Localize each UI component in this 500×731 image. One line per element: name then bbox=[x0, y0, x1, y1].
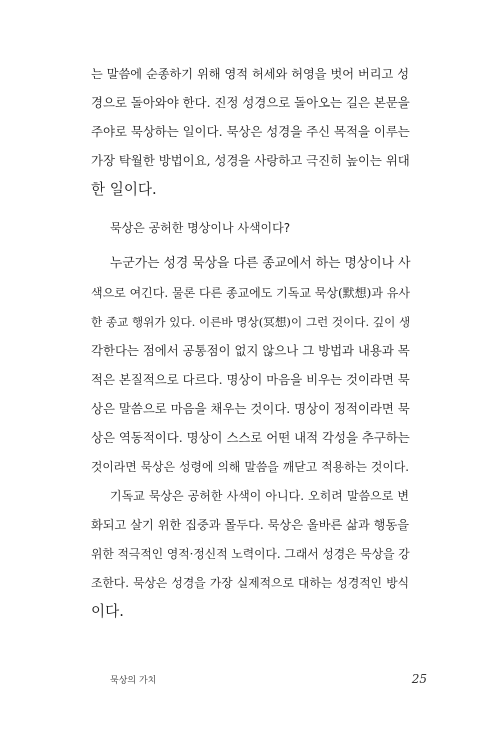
page-number: 25 bbox=[411, 672, 427, 686]
body-text-line: 것이라면 묵상은 성령에 의해 말씀을 깨닫고 적용하는 것이다. bbox=[91, 460, 409, 474]
section-heading: 묵상은 공허한 명상이나 사색이다? bbox=[110, 221, 291, 235]
body-text-line: 이다. bbox=[91, 603, 124, 620]
body-text-line: 적은 본질적으로 다르다. 명상이 마음을 비우는 것이라면 묵 bbox=[91, 372, 410, 387]
body-text-line: 상은 역동적이다. 명상이 스스로 어떤 내적 각성을 추구하는 bbox=[91, 430, 410, 445]
body-text-line: 색으로 여긴다. 물론 다른 종교에도 기독교 묵상(默想)과 유사 bbox=[91, 286, 410, 300]
body-text-line: 상은 말씀으로 마음을 채우는 것이다. 명상이 정적이라면 묵 bbox=[91, 401, 410, 416]
body-text-line: 경으로 돌아와야 한다. 진정 성경으로 돌아오는 길은 본문을 bbox=[91, 95, 410, 110]
body-text-line: 화되고 살기 위한 집중과 몰두다. 묵상은 올바른 삶과 행동을 bbox=[91, 518, 409, 532]
body-text-line: 가장 탁월한 방법이요, 성경을 사랑하고 극진히 높이는 위대 bbox=[91, 153, 410, 168]
body-text-line: 한 종교 행위가 있다. 이른바 명상(冥想)이 그런 것이다. 깊이 생 bbox=[91, 315, 411, 329]
body-text-line: 주야로 묵상하는 일이다. 묵상은 성경을 주신 목적을 이루는 bbox=[91, 124, 410, 139]
body-text-line: 기독교 묵상은 공허한 사색이 아니다. 오히려 말씀으로 변 bbox=[110, 489, 409, 503]
body-text-line: 조한다. 묵상은 성경을 가장 실제적으로 대하는 성경적인 방식 bbox=[91, 576, 409, 590]
body-text-line: 는 말씀에 순종하기 위해 영적 허세와 허영을 벗어 버리고 성 bbox=[91, 67, 409, 81]
body-text-line: 한 일이다. bbox=[91, 181, 157, 198]
body-text-line: 누군가는 성경 묵상을 다른 종교에서 하는 명상이나 사 bbox=[110, 256, 411, 271]
body-text-line: 각한다는 점에서 공통점이 없지 않으나 그 방법과 내용과 목 bbox=[91, 343, 410, 358]
running-footer-title: 묵상의 가치 bbox=[110, 676, 157, 686]
body-text-line: 위한 적극적인 영적·정신적 노력이다. 그래서 성경은 묵상을 강 bbox=[91, 547, 410, 561]
